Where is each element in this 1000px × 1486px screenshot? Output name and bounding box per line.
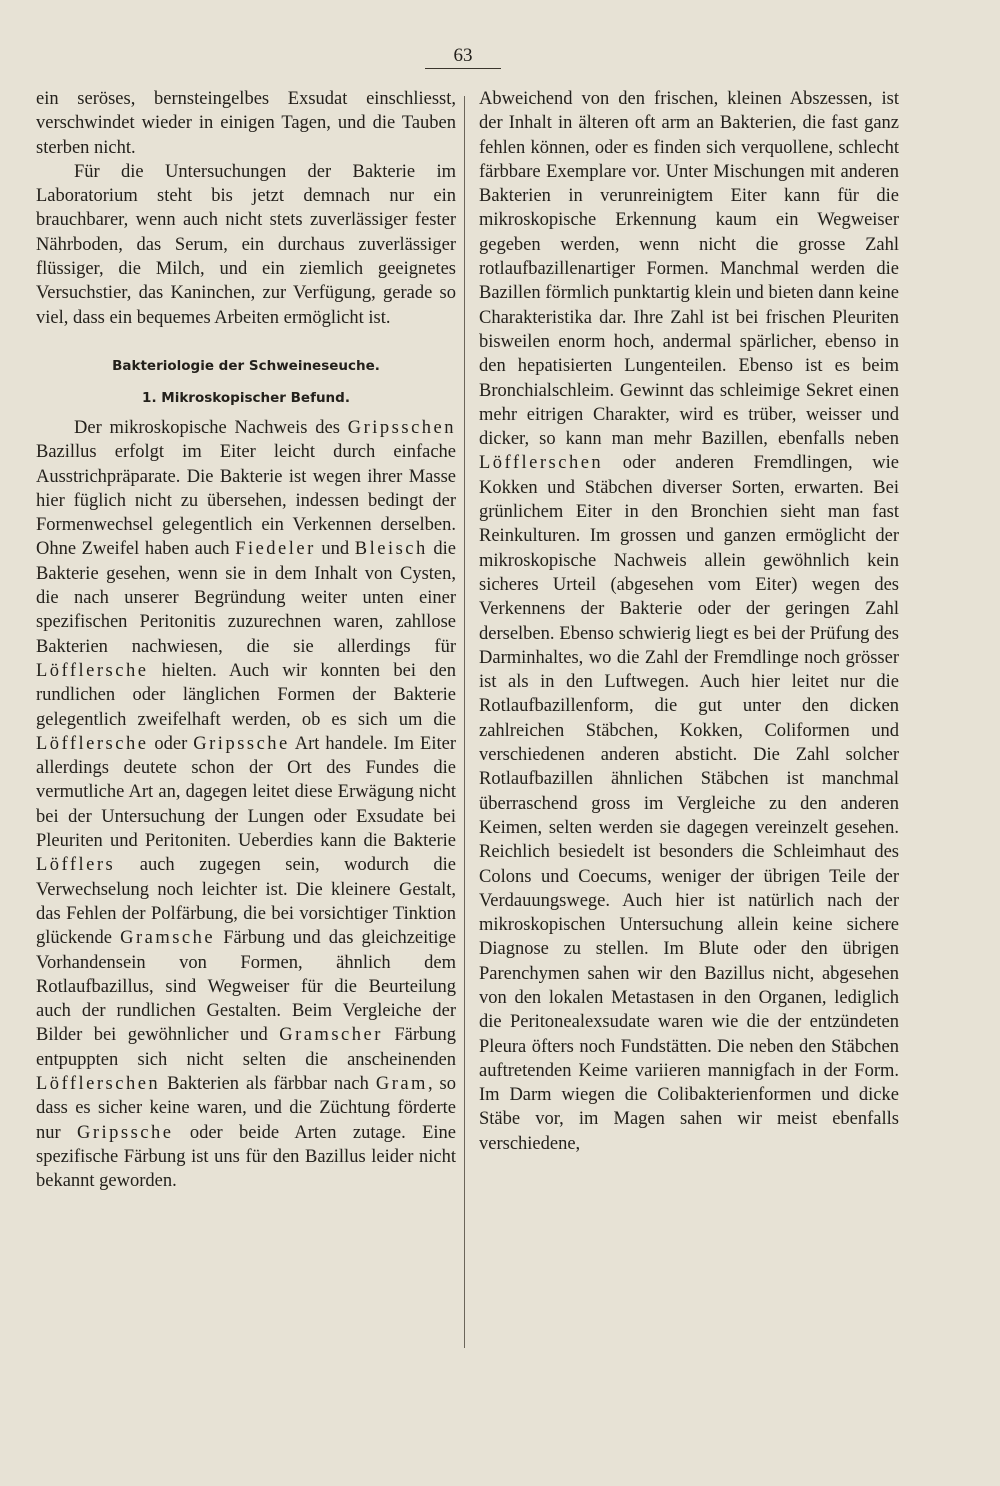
paragraph xyxy=(36,416,456,1194)
text-span: Färbung und das gleichzeitige Vorhandensein von Formen, ähnlich dem Rotlaufbazillus, sind Wegweiser für die Beurteilung auch der rundlichen Gestalten. Beim Vergleiche der Bilder bei gewöhnlicher und xyxy=(36,928,456,1046)
author-name: Löfflerschen xyxy=(479,453,604,474)
text-span: hielten. Auch wir konnten bei den rundlichen oder länglichen Formen der Bakterie gelegentlich zweifelhaft werden, ob es sich um die xyxy=(36,660,456,730)
paragraph: Für die Untersuchungen der Bakterie im Laboratorium steht bis jetzt demnach nur ein brauchbarer, wenn auch nicht stets zuverlässiger fester Nährboden, das Serum, ein durchaus zuverlässiger flüssiger, die Milch, und ein ziemlich geeignetes Versuchstier, das Kaninchen, zur Verfügung, gerade so viel, dass ein bequemes Arbeiten ermöglicht ist. xyxy=(36,161,456,328)
author-name: Gripssche xyxy=(193,733,290,754)
author-name: Gramscher xyxy=(279,1025,383,1046)
text-span: Bakterien als färbbar nach xyxy=(160,1073,376,1094)
text-span: , so dass es sicher keine waren, und die Züchtung förderte nur xyxy=(36,1073,456,1143)
text-span: oder xyxy=(148,733,194,754)
author-name: Bleisch xyxy=(354,539,428,560)
column-divider xyxy=(464,96,465,1348)
text-span: die Bakterie gesehen, wenn sie in dem Inhalt von Cysten, die nach unserer Begründung weiter unten einer spezifischen Peritonitis zuzurechnen waren, zahllose Bakterien nachwiesen, die sie allerdings für xyxy=(36,539,456,657)
right-column xyxy=(479,87,899,1156)
text-span: oder anderen Fremdlingen, wie Kokken und Stäbchen diverser Sorten, erwarten. Bei grünlichem Eiter in den Bronchien sieht man fast Reinkulturen. Im grossen und ganzen ermöglicht der mikroskopische Nachweis allein gewöhnlich kein sicheres Urteil (abgesehen vom Eiter) wegen des Verkennens der Bakterie oder der geringen Zahl derselben. Ebenso schwierig liegt es bei der Prüfung des Darminhaltes, wo die Zahl der Fremdlinge noch grösser ist als in den Luftwegen. Auch hier leitet nur die Rotlaufbazillenform, die gut unter den dicken zahlreichen Stäbchen, Kokken, Coliformen und verschiedenen anderen absticht. Die Zahl solcher Rotlaufbazillen ähnlichen Stäbchen ist manchmal überraschend gross im Vergleiche zu den anderen Keimen, selten werden sie dagegen vereinzelt gesehen. Reichlich besiedelt ist besonders die Schleimhaut des Colons und Coecums, weniger der übrigen Teile der Verdauungswege. Auch hier ist natürlich nach der mikroskopischen Untersuchung allein keine sichere Diagnose zu stellen. Im Blute oder den übrigen Parenchymen sahen wir den Bazillus nicht, abgesehen von den lokalen Metastasen in den Organen, lediglich die Peritonealexsudate waren wie die der entzündeten Pleura öfters noch Fundstätten. Die neben den Stäbchen auftretenden Keime variieren mannigfach in der Form. Im Darm wiegen die Colibakterienformen und dicke Stäbe vor, im Magen sahen wir meist ebenfalls verschiedene, xyxy=(479,453,899,1154)
header-rule xyxy=(425,68,501,69)
text-span: und xyxy=(315,539,355,560)
author-name: Löfflersche xyxy=(36,660,149,681)
author-name: Fiedeler xyxy=(235,539,316,560)
text-span: oder beide Arten zutage. Eine spezifische Färbung ist uns für den Bazillus leider nicht bekannt geworden. xyxy=(36,1122,456,1192)
paragraph xyxy=(479,87,899,1156)
text-span: Abweichend von den frischen, kleinen Abszessen, ist der Inhalt in älteren oft arm an Bakterien, die fast ganz fehlen können, oder es finden sich verquollene, schlecht färbbare Exemplare vor. Unter Mischungen mit anderen Bakterien in verunreinigtem Eiter kann für die mikroskopische Erkennung kaum ein Wegweiser gegeben werden, wenn nicht die grosse Zahl rotlaufbazillenartiger Formen. Manchmal werden die Bazillen förmlich punktartig klein und bieten dann keine Charakteristika dar. Ihre Zahl ist bei frischen Pleuriten bisweilen enorm hoch, andermal spärlicher, ebenso in den hepatisierten Lungenteilen. Ebenso ist es beim Bronchialschleim. Gewinnt das schleimige Sekret einen mehr eitrigen Charakter, wird es trüber, weisser und dicker, so kann man mehr Bazillen, ebenfalls neben xyxy=(479,89,899,450)
author-name: Gripsschen xyxy=(347,417,456,438)
text-span: Der mikroskopische Nachweis des xyxy=(74,417,348,438)
paragraph: ein seröses, bernsteingelbes Exsudat einschliesst, verschwindet wieder in einigen Tagen, und die Tauben sterben nicht. xyxy=(36,89,456,158)
author-name: Löfflerschen xyxy=(36,1073,161,1094)
author-name: Gramsche xyxy=(120,928,216,949)
author-name: Löfflersche xyxy=(36,733,149,754)
left-column xyxy=(36,87,456,1193)
subsection-heading: 1. Mikroskopischer Befund. xyxy=(142,389,350,406)
page-number: 63 xyxy=(453,45,473,66)
text-span: Bazillus erfolgt im Eiter leicht durch einfache Ausstrichpräparate. Die Bakterie ist wegen ihrer Masse hier füglich nicht zu übersehen, indessen bedingt der Formenwechsel gelegentlich ein Verkennen derselben. Ohne Zweifel haben auch xyxy=(36,442,456,560)
text-span: Färbung entpuppten sich nicht selten die anscheinenden xyxy=(36,1025,456,1070)
text-span: Art handele. Im Eiter allerdings deutete schon der Ort des Fundes die vermutliche Art an, dagegen leitet diese Erwägung nicht bei der Untersuchung der Lungen oder Exsudate bei Pleuriten und Peritoniten. Ueberdies kann die Bakterie xyxy=(36,733,457,852)
author-name: Gripssche xyxy=(77,1122,174,1143)
text-span: auch zugegen sein, wodurch die Verwechselung noch leichter ist. Die kleinere Gestalt, das Fehlen der Polfärbung, die bei vorsichtiger Tinktion glückende xyxy=(36,855,456,949)
author-name: Löfflers xyxy=(36,855,116,876)
section-heading: Bakteriologie der Schweineseuche. xyxy=(112,357,380,374)
author-name: Gram xyxy=(375,1073,428,1094)
